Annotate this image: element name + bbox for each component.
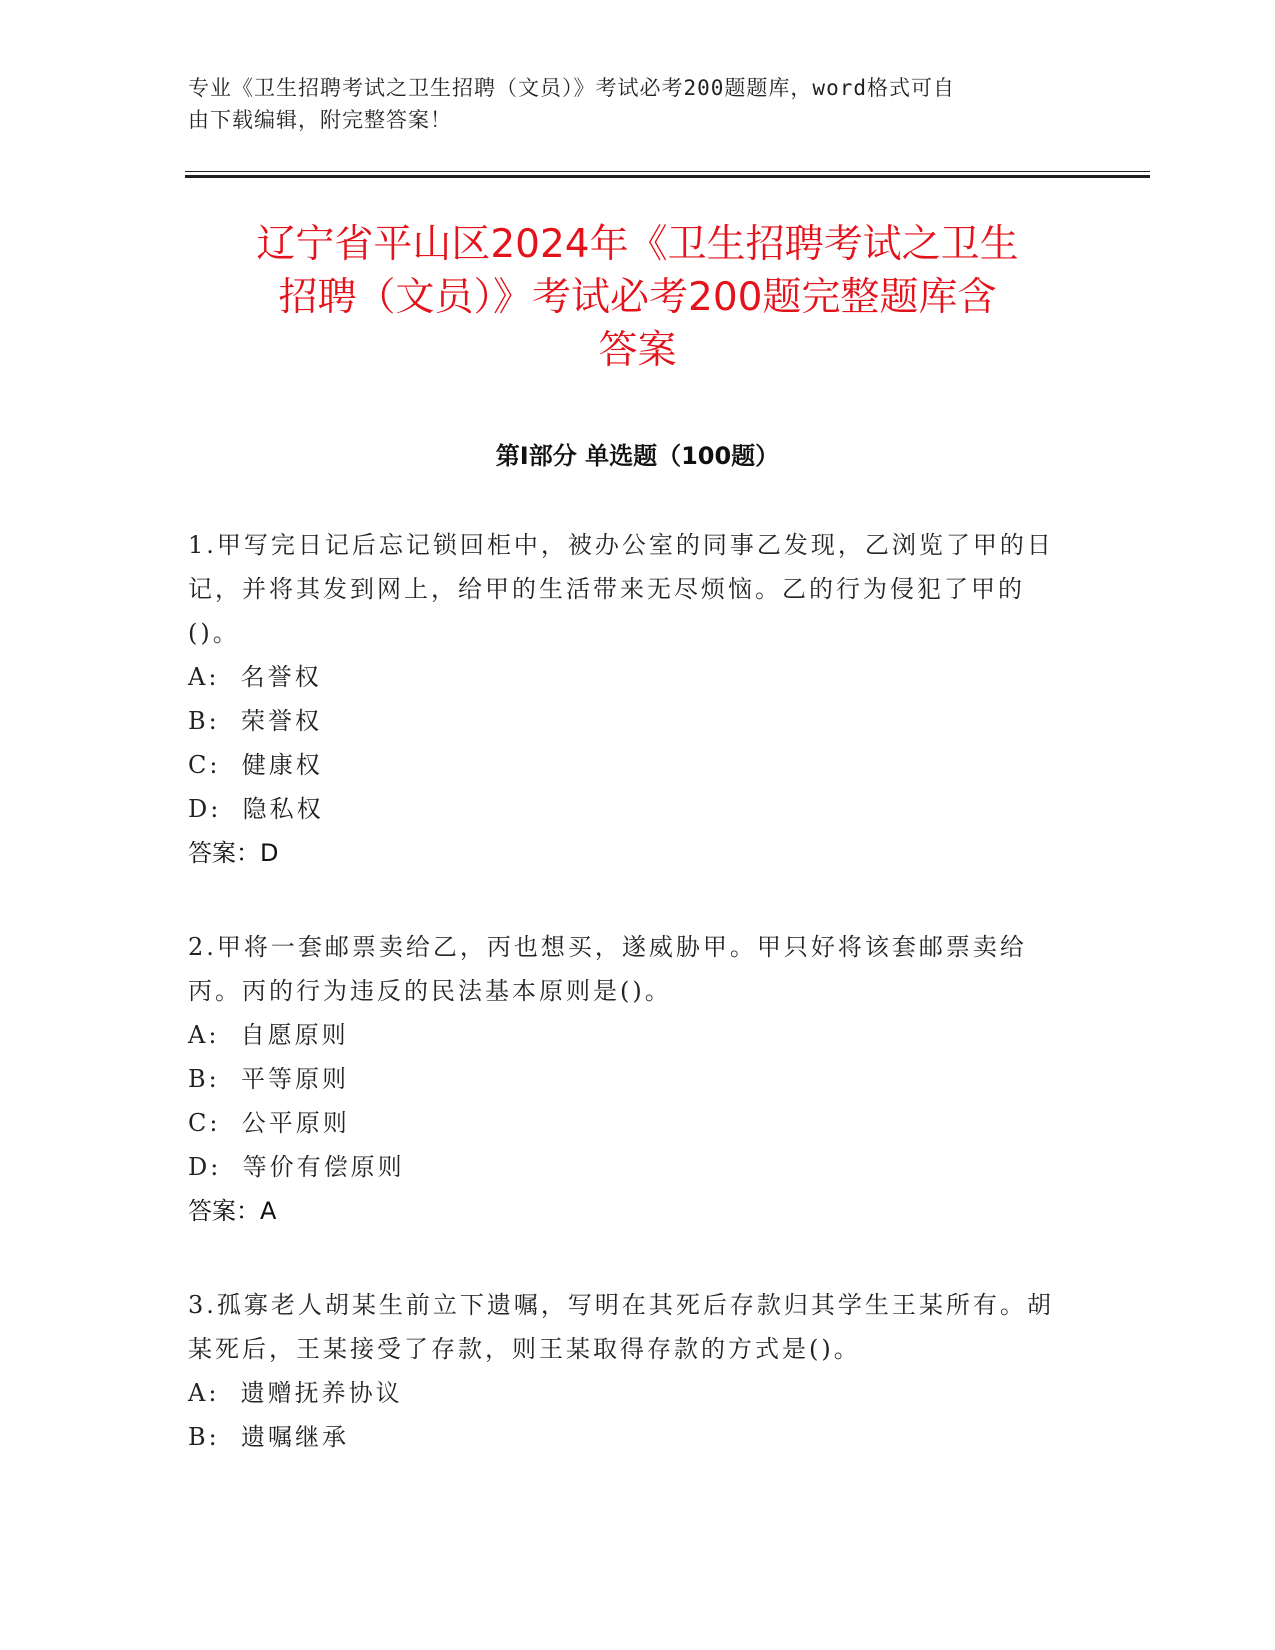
option-a: A: 遗赠抚养协议 bbox=[188, 1379, 403, 1407]
question-stem: 2.甲将一套邮票卖给乙，丙也想买，遂威胁甲。甲只好将该套邮票卖给丙。丙的行为违反的民法基本原则是()。 bbox=[188, 933, 1027, 1005]
header-note-line-2: 由下载编辑，附完整答案！ bbox=[188, 108, 452, 132]
section-heading: 第Ⅰ部分 单选题（100题） bbox=[495, 442, 780, 470]
document-title bbox=[160, 218, 1115, 377]
option-b: B: 遗嘱继承 bbox=[188, 1423, 349, 1451]
title-line-2: 招聘（文员）》考试必考200题完整题库含 bbox=[278, 275, 997, 320]
question-2 bbox=[188, 925, 1068, 1233]
option-b: B: 平等原则 bbox=[188, 1065, 349, 1093]
question-3 bbox=[188, 1283, 1068, 1459]
option-b: B: 荣誉权 bbox=[188, 707, 322, 735]
answer-line: 答案：A bbox=[188, 1197, 277, 1225]
question-1 bbox=[188, 523, 1068, 875]
option-c: C: 公平原则 bbox=[188, 1109, 350, 1137]
header-note-line-1: 专业《卫生招聘考试之卫生招聘（文员）》考试必考200题题库，word格式可自 bbox=[188, 76, 955, 100]
option-a: A: 名誉权 bbox=[188, 663, 322, 691]
header-note bbox=[188, 72, 1088, 136]
option-d: D: 隐私权 bbox=[188, 795, 324, 823]
title-line-1: 辽宁省平山区2024年《卫生招聘考试之卫生 bbox=[256, 222, 1019, 267]
question-stem: 3.孤寡老人胡某生前立下遗嘱，写明在其死后存款归其学生王某所有。胡某死后，王某接受了存款，则王某取得存款的方式是()。 bbox=[188, 1291, 1054, 1363]
header-divider-thick bbox=[185, 175, 1150, 178]
option-c: C: 健康权 bbox=[188, 751, 323, 779]
header-divider-thin bbox=[185, 171, 1150, 172]
question-stem: 1.甲写完日记后忘记锁回柜中，被办公室的同事乙发现，乙浏览了甲的日记，并将其发到网上，给甲的生活带来无尽烦恼。乙的行为侵犯了甲的()。 bbox=[188, 531, 1054, 647]
option-a: A: 自愿原则 bbox=[188, 1021, 349, 1049]
option-d: D: 等价有偿原则 bbox=[188, 1153, 405, 1181]
answer-line: 答案：D bbox=[188, 839, 279, 867]
question-list bbox=[188, 523, 1068, 1509]
title-line-3: 答案 bbox=[598, 328, 677, 373]
